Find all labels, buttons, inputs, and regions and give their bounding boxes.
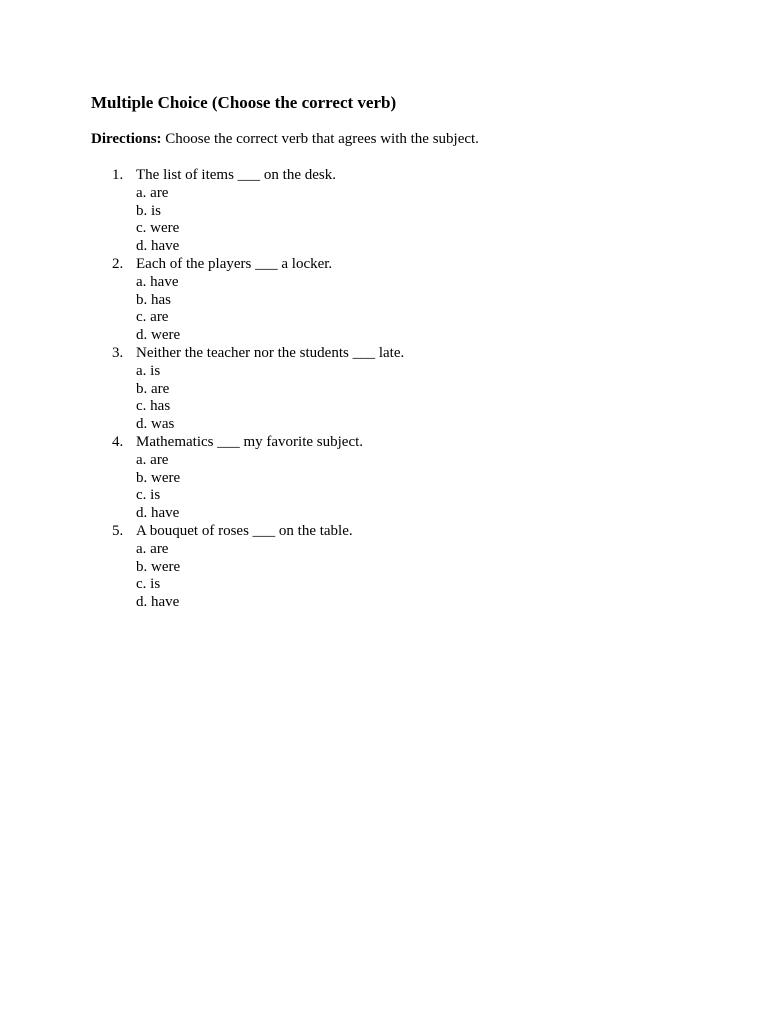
question-text: Mathematics ___ my favorite subject. <box>136 433 364 450</box>
directions-text: Choose the correct verb that agrees with the subject. <box>161 131 479 147</box>
document-title: Multiple Choice (Choose the correct verb) <box>91 93 397 112</box>
option-b: b. is <box>136 202 162 219</box>
question-3 <box>91 345 691 434</box>
option-b: b. are <box>136 380 170 397</box>
option-c: c. has <box>136 398 171 415</box>
option-d: d. was <box>136 416 175 433</box>
option-d: d. were <box>136 327 181 344</box>
option-a: a. is <box>136 362 161 379</box>
option-list <box>136 452 691 523</box>
option-c: c. is <box>136 487 161 504</box>
option-d: d. have <box>136 238 180 255</box>
option-d: d. have <box>136 505 180 522</box>
question-number: 1. <box>112 167 124 183</box>
option-c: c. are <box>136 309 169 326</box>
option-b: b. were <box>136 558 181 575</box>
option-b: b. were <box>136 469 181 486</box>
question-number: 3. <box>112 344 124 361</box>
option-a: a. have <box>136 273 179 290</box>
option-list <box>136 541 691 612</box>
option-d: d. have <box>136 594 180 611</box>
question-4 <box>91 434 691 523</box>
option-list <box>136 185 691 256</box>
option-c: c. is <box>136 576 161 593</box>
question-number: 5. <box>112 522 124 539</box>
option-a: a. are <box>136 451 169 468</box>
directions <box>91 129 691 149</box>
question-2 <box>91 256 691 345</box>
option-a: a. are <box>136 540 169 557</box>
question-text: The list of items ___ on the desk. <box>136 167 336 183</box>
question-number: 2. <box>112 255 124 272</box>
question-list <box>91 167 691 612</box>
question-text: A bouquet of roses ___ on the table. <box>136 522 353 539</box>
question-text: Each of the players ___ a locker. <box>136 255 333 272</box>
option-list <box>136 274 691 345</box>
question-text: Neither the teacher nor the students ___ late. <box>136 344 405 361</box>
option-a: a. are <box>136 184 169 201</box>
option-b: b. has <box>136 291 171 308</box>
question-1 <box>91 167 691 256</box>
option-list <box>136 363 691 434</box>
document-page <box>91 92 691 612</box>
question-5 <box>91 523 691 612</box>
question-number: 4. <box>112 433 124 450</box>
directions-label: Directions: <box>91 131 162 147</box>
option-c: c. were <box>136 220 180 237</box>
